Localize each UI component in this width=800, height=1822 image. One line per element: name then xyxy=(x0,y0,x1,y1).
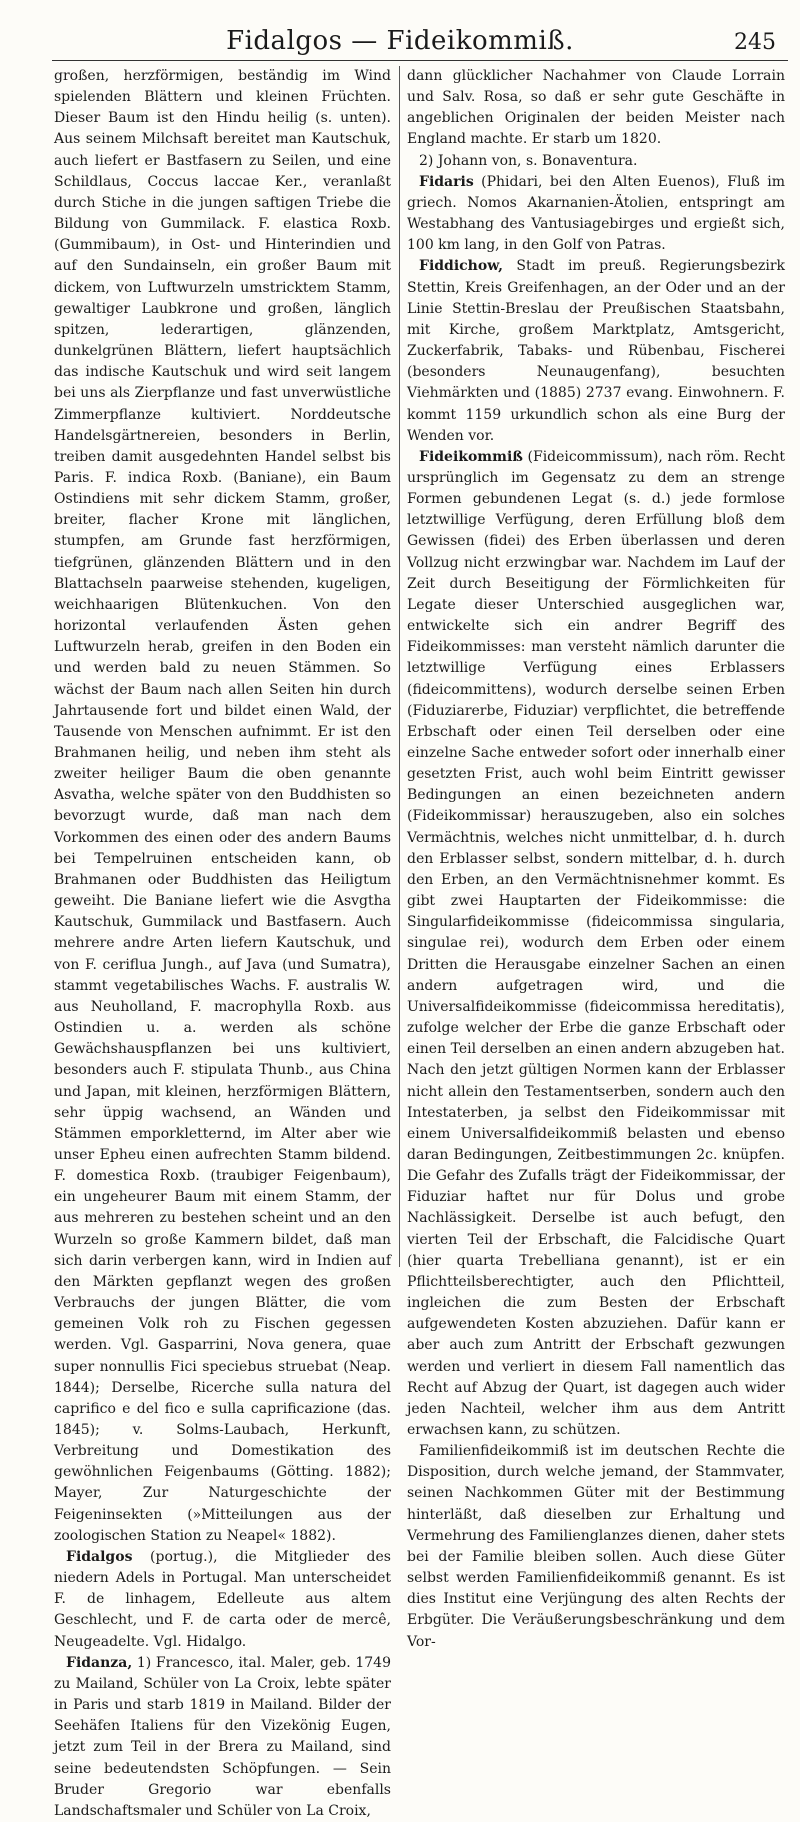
entry-text: großen, herzförmigen, beständig im Wind spielenden Blättern und kleinen Früchten. Dieser Baum ist den Hindu heilig (s. unten). Aus seinem Milchsaft bereitet man Kautschuk, auch liefert er Bastfasern zu Seilen, und eine Schildlaus, Coccus laccae Ker., veranlaßt durch Stiche in die jungen saftigen Triebe die Bildung von Gummilack. F. elastica Roxb. (Gummibaum), in Ost- und Hinterindien und auf den Sundainseln, ein großer Baum mit dickem, von Luftwurzeln umstricktem Stamm, gewaltiger Laubkrone und großen, länglich spitzen, lederartigen, glänzenden, dunkelgrünen Blättern, liefert hauptsächlich das indische Kautschuk und wird seit langem bei uns als Zierpflanze und fast unverwüstliche Zimmerpflanze kultiviert. Norddeutsche Handelsgärtnereien, besonders in Berlin, treiben damit ausgedehnten Handel selbst bis Paris. F. indica Roxb. (Baniane), ein Baum Ostindiens mit sehr dickem Stamm, großer, breiter, flacher Krone mit länglichen, stumpfen, am Grunde fast herzförmigen, tiefgrünen, glänzenden Blättern und in den Blattachseln paarweise stehenden, kugeligen, weichhaarigen Blütenkuchen. Von den horizontal verlaufenden Ästen gehen Luftwurzeln herab, greifen in den Boden ein und werden bald zu neuen Stämmen. So wächst der Baum nach allen Seiten hin durch Jahrtausende fort und bildet einen Wald, der Tausende von Menschen aufnimmt. Er ist den Brahmanen heilig, und neben ihm steht als zweiter heiliger Baum die oben genannte Asvatha, welche später von den Buddhisten so bevorzugt wurde, daß man nach dem Vorkommen des einen oder des andern Baums bei Tempelruinen entscheiden kann, ob Brahmanen oder Buddhisten das Heiligtum geweiht. Die Baniane liefert wie die Asvgtha Kautschuk, Gummilack und Bastfasern. Auch mehrere andre Arten liefern Kautschuk, und von F. ceriflua Jungh., auf Java (und Sumatra), stammt vegetabilisches Wachs. F. australis W. aus Neuholland, F. macrophylla Roxb. aus Ostindien u. a. werden als schöne Gewächshauspflanzen bei uns kultiviert, besonders auch F. stipulata Thunb., aus China und Japan, mit kleinen, herzförmigen Blättern, sehr üppig wachsend, an Wänden und Stämmen emporkletternd, im Alter aber wie unser Epheu einen aufrechten Stamm bildend. F. domestica Roxb. (traubiger Feigenbaum), ein ungeheurer Baum mit einem Stamm, der aus mehreren zu bestehen scheint und an den Wurzeln so große Kammern bildet, daß man sich darin verbergen kann, wird in Indien auf den Märkten gepflanzt wegen des großen Verbrauchs der jungen Blätter, die vom gemeinen Volk roh zu Fischen gegessen werden. Vgl. Gasparrini, Nova genera, quae super nonnullis Fici speciebus struebat (Neap. 1844); Derselbe, Ricerche sulla natura del caprifico e del fico e sulla caprificazione (das. 1845); v. Solms-Laubach, Herkunft, Verbreitung und Domestikation des gewöhnlichen Feigenbaums (Götting. 1882); Mayer, Zur Naturgeschichte der Feigeninsekten (»Mitteilungen aus der zoologischen Station zu Neapel« 1882). xyxy=(54,68,391,1544)
entry-text: 2) Johann von, s. Bonaventura. xyxy=(419,152,638,169)
paragraph xyxy=(54,1653,391,1822)
paragraph xyxy=(407,151,785,172)
entry-text: Stadt im preuß. Regierungsbezirk Stettin, Kreis Greifenhagen, an der Oder und an der Linie Stettin-Breslau der Preußischen Staatsbahn, mit Kirche, großem Marktplatz, Amtsgericht, Zuckerfabrik, Tabaks- und Rübenbau, Fischerei (besonders Neunaugenfang), besuchten Viehmärkten und (1885) 2737 evang. Einwohnern. F. kommt 1159 urkundlich schon als eine Burg der Wenden vor. xyxy=(407,258,785,444)
paragraph xyxy=(407,256,785,446)
entry-headword: Fidaris xyxy=(419,173,474,190)
entry-text: 1) Francesco, ital. Maler, geb. 1749 zu Mailand, Schüler von La Croix, lebte später in Paris und starb 1819 in Mailand. Bilder der Seehäfen Italiens für den Vizekönig Eugen, jetzt zum Teil in der Brera zu Mailand, sind seine bedeutendsten Schöpfungen. — Sein Bruder Gregorio war ebenfalls Landschaftsmaler und Schüler von La Croix, xyxy=(54,1654,391,1819)
running-title: Fidalgos — Fideikommiß. xyxy=(226,26,574,56)
right-column xyxy=(407,66,785,1650)
paragraph xyxy=(54,1547,391,1653)
paragraph xyxy=(407,66,785,151)
paragraph xyxy=(407,1441,785,1653)
left-column xyxy=(54,66,391,1819)
paragraph xyxy=(54,66,391,1547)
entry-text: (Phidari, bei den Alten Euenos), Fluß im griech. Nomos Akarnanien-Ätolien, entspringt am Westabhang des Vantusiagebirges und ergießt sich, 100 km lang, in den Golf von Patras. xyxy=(407,173,785,254)
entry-headword: Fideikommiß xyxy=(419,448,523,465)
entry-headword: Fiddichow, xyxy=(419,258,503,275)
entry-text: (Fideicommissum), nach röm. Recht ursprünglich im Gegensatz zu dem an strenge Formen gebundenen Legat (s. d.) jede formlose letztwillige Verfügung, deren Erfüllung bloß dem Gewissen (fidei) des Erben überlassen und deren Vollzug nicht erzwingbar war. Nachdem im Lauf der Zeit durch Beseitigung der Förmlichkeiten für Legate dieser Unterschied ausgeglichen war, entwickelte sich ein andrer Begriff des Fideikommisses: man versteht nämlich darunter die letztwillige Verfügung eines Erblassers (fideicommittens), wodurch derselbe seinen Erben (Fiduziarerbe, Fiduziar) verpflichtet, die betreffende Erbschaft oder einen Teil derselben oder eine einzelne Sache entweder sofort oder innerhalb einer gesetzten Frist, auch wohl beim Eintritt gewisser Bedingungen an einen bezeichneten andern (Fideikommissar) herauszugeben, also ein solches Vermächtnis, welches nicht unmittelbar, d. h. durch den Erblasser selbst, sondern mittelbar, d. h. durch den Erben, an den Vermächtnisnehmer kommt. Es gibt zwei Hauptarten der Fideikommisse: die Singularfideikommisse (fideicommissa singularia, singulae rei), wodurch dem Erben oder einem Dritten die Herausgabe einzelner Sachen an einen andern aufgetragen wird, und die Universalfideikommisse (fideicommissa hereditatis), zufolge welcher der Erbe die ganze Erbschaft oder einen Teil derselben an einen andern abzugeben hat. Nach den jetzt gültigen Normen kann der Erblasser nicht allein den Testamentserben, sondern auch den Intestaterben, ja selbst den Fideikommissar mit einem Universalfideikommiß belasten und ebenso daran Bedingungen, Zeitbestimmungen 2c. knüpfen. Die Gefahr des Zufalls trägt der Fideikommissar, der Fiduziar haftet nur für Dolus und grobe Nachlässigkeit. Derselbe ist auch befugt, den vierten Teil der Erbschaft, die Falcidische Quart (hier quarta Trebelliana genannt), ist er ein Pflichtteilsberechtigter, auch den Pflichtteil, ingleichen die zum Besten der Erbschaft aufgewendeten Kosten abzuziehen. Dafür kann er aber auch zum Antritt der Erbschaft gezwungen werden und verliert in diesem Fall namentlich das Recht auf Abzug der Quart, ist dagegen auch wider jeden Nachteil, welcher ihm aus dem Antritt erwachsen kann, zu schützen. xyxy=(407,448,785,1438)
column-divider xyxy=(399,66,400,1267)
paragraph xyxy=(407,447,785,1441)
entry-headword: Fidanza, xyxy=(66,1654,133,1671)
entry-headword: Fidalgos xyxy=(66,1548,133,1565)
entry-text: dann glücklicher Nachahmer von Claude Lorrain und Salv. Rosa, so daß er sehr gute Geschäfte in angeblichen Originalen der beiden Meister nach England machte. Er starb um 1820. xyxy=(407,68,785,148)
entry-text: Familienfideikommiß ist im deutschen Rechte die Disposition, durch welche jemand, der Stammvater, seinen Nachkommen Güter mit der Bestimmung hinterläßt, daß dieselben zur Erhaltung und Vermehrung des Familienglanzes dienen, daher stets bei der Familie bleiben sollen. Auch diese Güter selbst werden Familienfideikommiß genannt. Es ist dies Institut eine Verjüngung des alten Rechts der Erbgüter. Die Veräußerungsbeschränkung und dem Vor- xyxy=(407,1443,785,1650)
entry-text: (portug.), die Mitglieder des niedern Adels in Portugal. Man unterscheidet F. de linhagem, Edelleute aus altem Geschlecht, und F. de carta oder de mercê, Neugeadelte. Vgl. Hidalgo. xyxy=(54,1548,391,1650)
paragraph xyxy=(407,172,785,257)
header-rule xyxy=(52,60,788,61)
page-header xyxy=(0,22,800,62)
page-number: 245 xyxy=(734,30,776,55)
